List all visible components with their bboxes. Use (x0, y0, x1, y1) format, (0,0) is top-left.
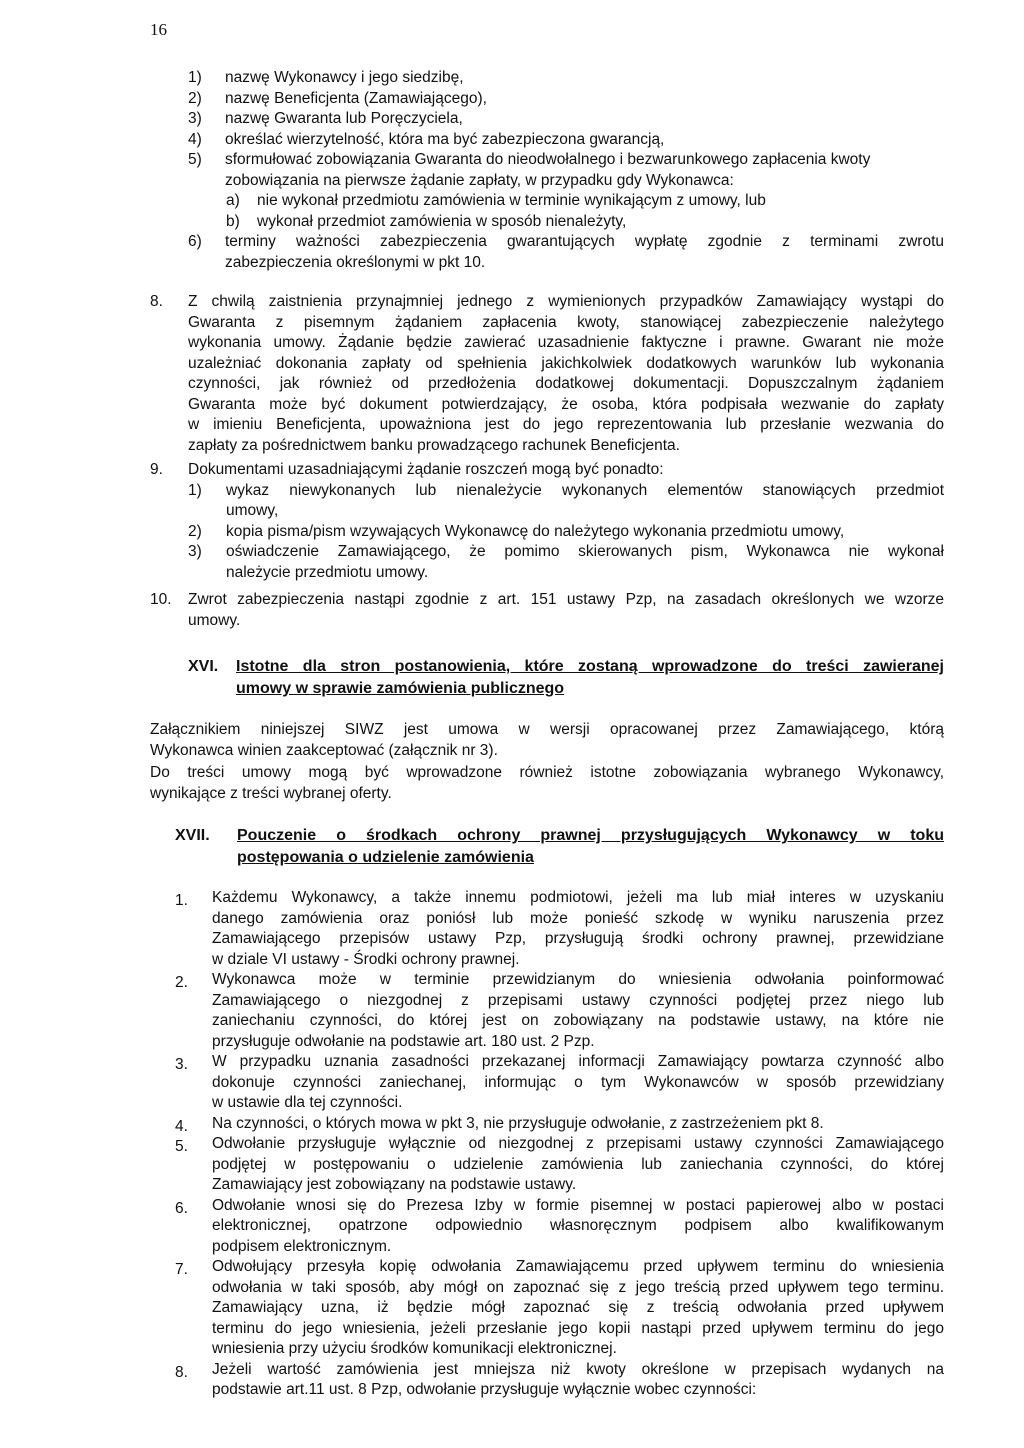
list-item: 6. Odwołanie wnosi się do Prezesa Izby w formie pisemnej w postaci papierowej albo w postaci elektronicznej, opatrzone odpowiednio własnoręcznym podpisem albo kwalifikowanym podpisem elektronicznym. (175, 1196, 944, 1255)
list-item: 1) wykaz niewykonanych lub nienależycie wykonanych elementów stanowiących przedmiot umowy, (188, 481, 944, 519)
page-number: 16 (150, 20, 167, 39)
list-item: 6) terminy ważności zabezpieczenia gwarantujących wypłatę zgodnie z terminami zwrotu zabezpieczenia określonymi w pkt 10. (188, 233, 944, 271)
section-xvii-heading: XVII. Pouczenie o środkach ochrony prawnej przysługujących Wykonawcy w toku postępowania o udzielenie zamówienia (175, 827, 944, 866)
point-10: 10. Zwrot zabezpieczenia nastąpi zgodnie z art. 151 ustawy Pzp, na zasadach określonych we wzorze umowy. (150, 591, 944, 629)
section-xvi-paragraph-1: Załącznikiem niniejszej SIWZ jest umowa w wersji opracowanej przez Zamawiającego, którą Wykonawca winien zaakceptować (załącznik nr 3). (150, 721, 944, 759)
list-item: 7. Odwołujący przesyła kopię odwołania Zamawiającemu przed upływem terminu do wniesienia odwołania w taki sposób, aby mógł on zapoznać się z jego treścią przed upływem tego terminu. Zamawiający uzna, iż będzie mógł zapoznać się z treścią odwołania przed upływem terminu do jego wniesienia, jeżeli przesłanie jego kopii nastąpi przed upływem terminu do jego wniesienia przy użyciu środków komunikacji elektronicznej. (175, 1258, 944, 1357)
list-item: 2) nazwę Beneficjenta (Zamawiającego), (188, 89, 487, 107)
section-xvii-items (175, 888, 944, 1401)
section-xvi-paragraph-2: Do treści umowy mogą być wprowadzone również istotne zobowiązania wybranego Wykonawcy, wynikające z treści wybranej oferty. (150, 764, 944, 802)
list-subitem: b) wykonał przedmiot zamówienia w sposób nienależyty, (226, 212, 627, 230)
list-item: 5. Odwołanie przysługuje wyłącznie od niezgodnej z przepisami ustawy czynności Zamawiającego podjętej w postępowaniu o udzielenie zamówienia lub zaniechania czynności, do której Zamawiający jest zobowiązany na podstawie ustawy. (175, 1135, 944, 1193)
guarantee-contents-list (188, 68, 944, 273)
section-xvi-heading: XVI. Istotne dla stron postanowienia, które zostaną wprowadzone do treści zawieranej umowy w sprawie zamówienia publicznego (188, 658, 944, 697)
list-item: 2) kopia pisma/pism wzywających Wykonawcę do należytego wykonania przedmiotu umowy, (188, 522, 845, 540)
list-item: 1) nazwę Wykonawcy i jego siedzibę, (188, 69, 464, 86)
point-8: 8. Z chwilą zaistnienia przynajmniej jednego z wymienionych przypadków Zamawiający wystąpi do Gwaranta z pisemnym żądaniem zapłacenia kwoty, stanowiącej zabezpieczenie należytego wykonania umowy. Żądanie będzie zawierać uzasadnienie faktyczne i prawne. Gwarant nie może uzależniać dokonania zapłaty od spełnienia jakichkolwiek dodatkowych warunków lub wykonania czynności, jak również od przedłożenia dodatkowej dokumentacji. Dopuszczalnym żądaniem Gwaranta może być dokument potwierdzający, że osoba, która podpisała wezwanie do zapłaty w imieniu Beneficjenta, upoważniona jest do jego reprezentowania lub przesłanie wezwania do zapłaty za pośrednictwem banku prowadzącego rachunek Beneficjenta. (150, 293, 944, 454)
list-subitem: a) nie wykonał przedmiotu zamówienia w terminie wynikającym z umowy, lub (226, 192, 766, 209)
list-item: 4) określać wierzytelność, która ma być zabezpieczona gwarancją, (188, 130, 665, 148)
list-item: 3) oświadczenie Zamawiającego, że pomimo skierowanych pism, Wykonawca nie wykonał należycie przedmiotu umowy. (188, 543, 944, 581)
list-item: 3. W przypadku uznania zasadności przekazanej informacji Zamawiający powtarza czynność albo dokonuje czynności zaniechanej, informując o tym Wykonawców w sposób przewidziany w ustawie dla tej czynności. (175, 1053, 944, 1111)
list-item: 8. Jeżeli wartość zamówienia jest mniejsza niż kwoty określone w przepisach wydanych na podstawie art.11 ust. 8 Pzp, odwołanie przysługuje wyłącznie wobec czynności: (175, 1360, 944, 1398)
list-item: 1. Każdemu Wykonawcy, a także innemu podmiotowi, jeżeli ma lub miał interes w uzyskaniu danego zamówienia oraz poniósł lub może ponieść szkodę w wyniku naruszenia przez Zamawiającego przepisów ustawy Pzp, przysługują środki ochrony prawnej, przewidziane w dziale VI ustawy - Środki ochrony prawnej. (175, 889, 944, 968)
list-item: 2. Wykonawca może w terminie przewidzianym do wniesienia odwołania poinformować Zamawiającego o niezgodnej z przepisami ustawy czynności podjętej przez niego lub zaniechaniu czynności, do której jest on zobowiązany na podstawie ustawy, na które nie przysługuje odwołanie na podstawie art. 180 ust. 2 Pzp. (175, 971, 944, 1050)
list-item: 4. Na czynności, o których mowa w pkt 3, nie przysługuje odwołanie, z zastrzeżeniem pkt 8. (175, 1114, 824, 1135)
list-item: 3) nazwę Gwaranta lub Poręczyciela, (188, 110, 463, 127)
point-9: 9. Dokumentami uzasadniającymi żądanie roszczeń mogą być ponadto: 1) wykaz niewykonanych lub nienależycie wykonanych elementów stanowiących przedmiot umowy, 2) kopia pisma/pism wzywających Wykonawcę do należytego wykonania przedmiotu umowy, 3) oświadczenie Zamawiającego, że pomimo skierowanych pism, Wykonawca nie wykonał należycie przedmiotu umowy. (150, 460, 944, 583)
list-item: 5) sformułować zobowiązania Gwaranta do nieodwołalnego i bezwarunkowego zapłacenia kwoty zobowiązania na pierwsze żądanie zapłaty, w przypadku gdy Wykonawca: (188, 151, 871, 189)
